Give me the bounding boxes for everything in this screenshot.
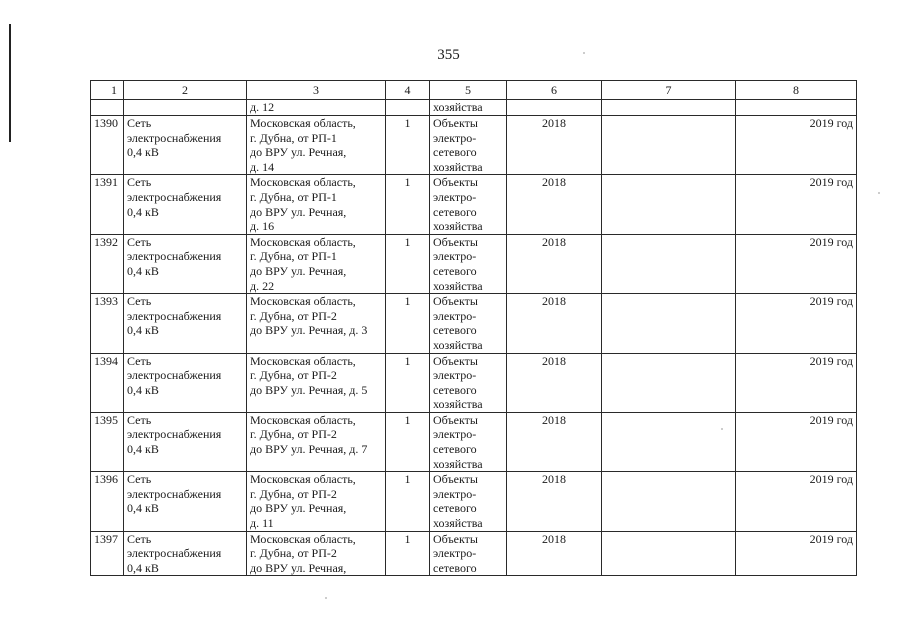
purpose-line: Объекты — [433, 175, 478, 190]
address-line: г. Дубна, от РП-2 — [250, 546, 337, 561]
purpose-line: электро- — [433, 486, 477, 501]
address-line: Московская область, — [250, 412, 356, 427]
purpose-line: хозяйства — [433, 456, 483, 471]
object-name-line: электроснабжения — [127, 546, 222, 561]
object-name-cell — [124, 412, 247, 471]
table-row — [91, 116, 857, 175]
object-name-line: 0,4 кВ — [127, 263, 159, 278]
object-name-cell — [124, 472, 247, 531]
page-number: 355 — [437, 47, 460, 63]
row-number-cell: 1393 — [91, 294, 124, 353]
address-line: г. Дубна, от РП-2 — [250, 427, 337, 442]
object-name-line: Сеть — [127, 175, 152, 190]
column-7-cell — [602, 412, 736, 471]
purpose-cell — [430, 116, 507, 175]
address-line: Московская область, — [250, 294, 356, 309]
purpose-line: сетевого — [433, 204, 477, 219]
purpose-cell — [430, 472, 507, 531]
purpose-line: электро- — [433, 189, 477, 204]
purpose-line: электро- — [433, 249, 477, 264]
row-number-cell: 1397 — [91, 531, 124, 576]
registry-table — [90, 80, 857, 576]
object-name-line: Сеть — [127, 294, 152, 309]
binding-edge-mark — [9, 24, 11, 142]
object-name-line: электроснабжения — [127, 189, 222, 204]
address-line: Московская область, — [250, 472, 356, 487]
term-cell: 2019 год — [736, 116, 857, 175]
table-row — [91, 294, 857, 353]
column-header-6: 6 — [507, 81, 602, 100]
address-line: г. Дубна, от РП-2 — [250, 308, 337, 323]
scan-speck — [583, 52, 585, 54]
continuation-col7-cell — [602, 100, 736, 116]
purpose-line: хозяйства — [433, 278, 483, 293]
continuation-purpose-cell: хозяйства — [430, 100, 507, 116]
object-name-line: 0,4 кВ — [127, 501, 159, 516]
continuation-term-cell — [736, 100, 857, 116]
purpose-line: сетевого — [433, 501, 477, 516]
address-cell — [247, 472, 386, 531]
continuation-row — [91, 100, 857, 116]
address-line: Московская область, — [250, 234, 356, 249]
object-name-cell — [124, 175, 247, 234]
header-row — [91, 81, 857, 100]
purpose-line: Объекты — [433, 234, 478, 249]
row-number-cell: 1395 — [91, 412, 124, 471]
purpose-cell — [430, 234, 507, 293]
term-cell: 2019 год — [736, 412, 857, 471]
continuation-qty-cell — [386, 100, 430, 116]
table-row — [91, 353, 857, 412]
row-number-cell: 1391 — [91, 175, 124, 234]
purpose-line: хозяйства — [433, 219, 483, 234]
column-header-5: 5 — [430, 81, 507, 100]
term-cell: 2019 год — [736, 175, 857, 234]
purpose-line: сетевого — [433, 560, 477, 575]
address-cell — [247, 234, 386, 293]
address-line: до ВРУ ул. Речная, — [250, 263, 347, 278]
continuation-num-cell — [91, 100, 124, 116]
term-cell: 2019 год — [736, 234, 857, 293]
object-name-line: Сеть — [127, 472, 152, 487]
object-name-line: электроснабжения — [127, 427, 222, 442]
column-7-cell — [602, 294, 736, 353]
object-name-line: электроснабжения — [127, 249, 222, 264]
object-name-line: электроснабжения — [127, 486, 222, 501]
year-cell: 2018 — [507, 472, 602, 531]
column-header-1: 1 — [91, 81, 124, 100]
continuation-address-cell: д. 12 — [247, 100, 386, 116]
object-name-cell — [124, 531, 247, 576]
column-header-7: 7 — [602, 81, 736, 100]
address-line: до ВРУ ул. Речная, — [250, 145, 347, 160]
row-number-cell: 1390 — [91, 116, 124, 175]
purpose-cell — [430, 353, 507, 412]
address-cell — [247, 294, 386, 353]
term-cell: 2019 год — [736, 294, 857, 353]
address-line: до ВРУ ул. Речная, д. 3 — [250, 323, 368, 338]
continuation-year-cell — [507, 100, 602, 116]
object-name-line: 0,4 кВ — [127, 145, 159, 160]
purpose-line: сетевого — [433, 263, 477, 278]
purpose-line: хозяйства — [433, 516, 483, 531]
column-7-cell — [602, 116, 736, 175]
purpose-line: Объекты — [433, 472, 478, 487]
purpose-line: Объекты — [433, 412, 478, 427]
column-7-cell — [602, 472, 736, 531]
row-number-cell: 1392 — [91, 234, 124, 293]
column-header-4: 4 — [386, 81, 430, 100]
object-name-line: 0,4 кВ — [127, 323, 159, 338]
address-line: до ВРУ ул. Речная, — [250, 501, 347, 516]
object-name-line: 0,4 кВ — [127, 442, 159, 457]
purpose-line: электро- — [433, 427, 477, 442]
address-line: Московская область, — [250, 531, 356, 546]
year-cell: 2018 — [507, 294, 602, 353]
scan-speck — [721, 428, 723, 430]
column-header-8: 8 — [736, 81, 857, 100]
column-7-cell — [602, 353, 736, 412]
column-header-2: 2 — [124, 81, 247, 100]
purpose-line: хозяйства — [433, 159, 483, 174]
purpose-cell — [430, 412, 507, 471]
quantity-cell: 1 — [386, 412, 430, 471]
row-number-cell: 1396 — [91, 472, 124, 531]
purpose-line: электро- — [433, 130, 477, 145]
table-row — [91, 412, 857, 471]
address-line: г. Дубна, от РП-1 — [250, 130, 337, 145]
table-row — [91, 531, 857, 576]
column-7-cell — [602, 531, 736, 576]
term-cell: 2019 год — [736, 472, 857, 531]
year-cell: 2018 — [507, 353, 602, 412]
table-row — [91, 472, 857, 531]
object-name-line: Сеть — [127, 531, 152, 546]
address-line: Московская область, — [250, 116, 356, 130]
address-line: до ВРУ ул. Речная, д. 5 — [250, 382, 368, 397]
address-line: до ВРУ ул. Речная, д. 7 — [250, 442, 368, 457]
object-name-line: электроснабжения — [127, 130, 222, 145]
object-name-cell — [124, 116, 247, 175]
purpose-line: сетевого — [433, 382, 477, 397]
scan-speck — [325, 597, 327, 599]
address-line: г. Дубна, от РП-2 — [250, 486, 337, 501]
purpose-cell — [430, 531, 507, 576]
address-cell — [247, 175, 386, 234]
purpose-line: Объекты — [433, 531, 478, 546]
purpose-line: электро- — [433, 308, 477, 323]
scan-speck — [878, 192, 880, 194]
term-cell: 2019 год — [736, 353, 857, 412]
address-line: г. Дубна, от РП-1 — [250, 189, 337, 204]
purpose-line: Объекты — [433, 116, 478, 130]
quantity-cell: 1 — [386, 472, 430, 531]
year-cell: 2018 — [507, 412, 602, 471]
object-name-cell — [124, 294, 247, 353]
purpose-line: сетевого — [433, 145, 477, 160]
address-line: Московская область, — [250, 353, 356, 368]
quantity-cell: 1 — [386, 531, 430, 576]
object-name-line: Сеть — [127, 234, 152, 249]
address-cell — [247, 531, 386, 576]
address-cell — [247, 412, 386, 471]
address-cell — [247, 353, 386, 412]
address-line: г. Дубна, от РП-1 — [250, 249, 337, 264]
purpose-line: Объекты — [433, 353, 478, 368]
object-name-cell — [124, 234, 247, 293]
address-line: д. 16 — [250, 219, 275, 234]
address-line: до ВРУ ул. Речная, — [250, 204, 347, 219]
term-cell: 2019 год — [736, 531, 857, 576]
year-cell: 2018 — [507, 531, 602, 576]
quantity-cell: 1 — [386, 175, 430, 234]
object-name-line: Сеть — [127, 116, 152, 130]
year-cell: 2018 — [507, 116, 602, 175]
purpose-line: Объекты — [433, 294, 478, 309]
address-line: д. 22 — [250, 278, 275, 293]
column-7-cell — [602, 175, 736, 234]
address-line: д. 14 — [250, 159, 275, 174]
purpose-cell — [430, 175, 507, 234]
object-name-line: 0,4 кВ — [127, 382, 159, 397]
table-row — [91, 234, 857, 293]
object-name-line: 0,4 кВ — [127, 204, 159, 219]
object-name-line: Сеть — [127, 353, 152, 368]
object-name-line: электроснабжения — [127, 308, 222, 323]
quantity-cell: 1 — [386, 116, 430, 175]
purpose-line: хозяйства — [433, 397, 483, 412]
quantity-cell: 1 — [386, 234, 430, 293]
address-line: г. Дубна, от РП-2 — [250, 368, 337, 383]
purpose-line: электро- — [433, 368, 477, 383]
continuation-name-cell — [124, 100, 247, 116]
purpose-line: электро- — [433, 546, 477, 561]
column-7-cell — [602, 234, 736, 293]
table-row — [91, 175, 857, 234]
purpose-line: хозяйства — [433, 337, 483, 352]
year-cell: 2018 — [507, 234, 602, 293]
row-number-cell: 1394 — [91, 353, 124, 412]
quantity-cell: 1 — [386, 353, 430, 412]
column-header-3: 3 — [247, 81, 386, 100]
object-name-cell — [124, 353, 247, 412]
year-cell: 2018 — [507, 175, 602, 234]
address-cell — [247, 116, 386, 175]
object-name-line: электроснабжения — [127, 368, 222, 383]
address-line: д. 11 — [250, 516, 274, 531]
object-name-line: 0,4 кВ — [127, 560, 159, 575]
quantity-cell: 1 — [386, 294, 430, 353]
address-line: Московская область, — [250, 175, 356, 190]
object-name-line: Сеть — [127, 412, 152, 427]
purpose-line: сетевого — [433, 442, 477, 457]
purpose-line: сетевого — [433, 323, 477, 338]
address-line: до ВРУ ул. Речная, — [250, 560, 347, 575]
purpose-cell — [430, 294, 507, 353]
